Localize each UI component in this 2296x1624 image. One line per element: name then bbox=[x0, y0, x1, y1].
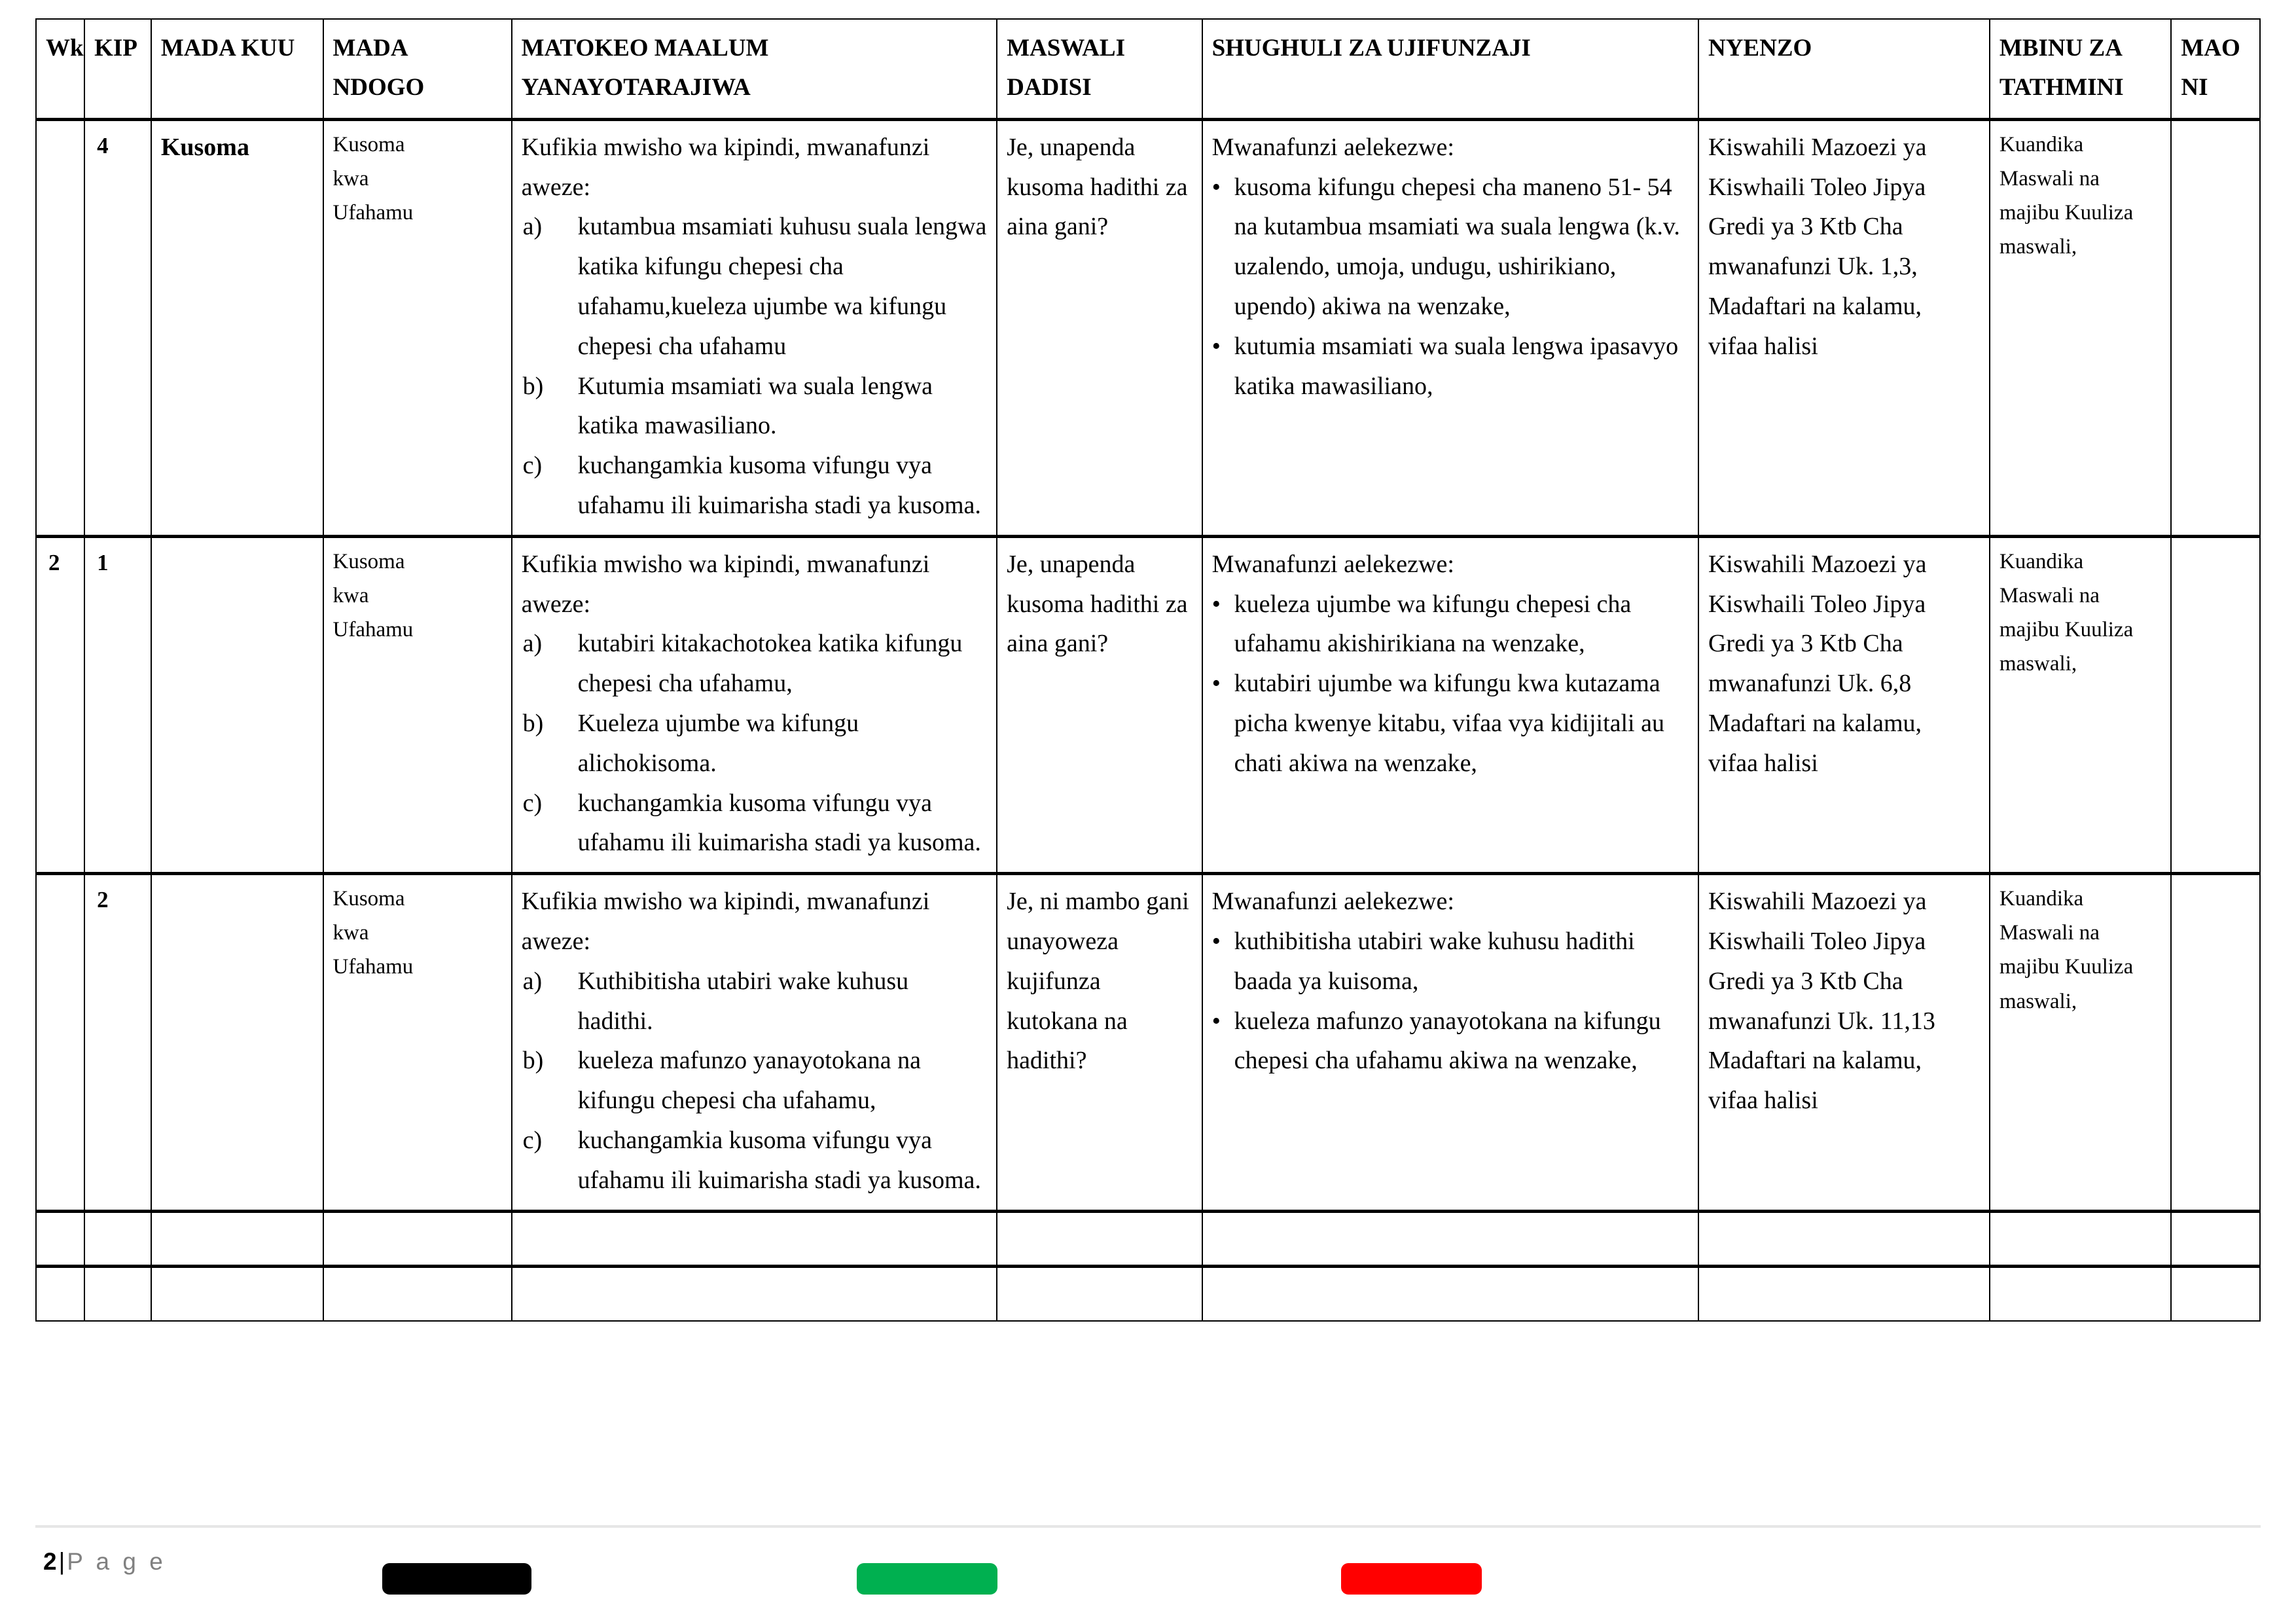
shughuli-item-text: kuthibitisha utabiri wake kuhusu hadithi baada ya kuisoma, bbox=[1234, 928, 1635, 995]
page-footer bbox=[35, 1542, 2261, 1614]
nyenzo-line: Madaftari na kalamu, bbox=[1708, 710, 1922, 738]
matokeo-item-marker: a) bbox=[522, 630, 543, 658]
table-row bbox=[36, 874, 2260, 1211]
matokeo-item-marker: c) bbox=[522, 452, 543, 480]
bullet-icon: • bbox=[1211, 670, 1221, 698]
matokeo-item-marker: a) bbox=[522, 967, 543, 995]
cell-empty bbox=[997, 1266, 1202, 1321]
cell-mada-ndogo bbox=[323, 536, 512, 873]
header-label-mada-kuu: MADA KUU bbox=[160, 35, 295, 62]
matokeo-list bbox=[522, 624, 988, 863]
table-row bbox=[36, 536, 2260, 873]
column-header-matokeo bbox=[512, 19, 997, 119]
cell-kip: 4 bbox=[84, 119, 151, 536]
cell-mbinu-za-tathmini: Kuandika Maswali na majibu Kuuliza maswali, bbox=[1990, 536, 2172, 873]
matokeo-item-text: kuchangamkia kusoma vifungu vya ufahamu ili kuimarisha stadi ya kusoma. bbox=[577, 1127, 981, 1194]
matokeo-item-text: kuchangamkia kusoma vifungu vya ufahamu ili kuimarisha stadi ya kusoma. bbox=[577, 789, 981, 857]
bullet-icon: • bbox=[1211, 173, 1221, 201]
shughuli-list bbox=[1212, 585, 1690, 784]
nyenzo-line: Kiswahili Mazoezi ya Kiswhaili Toleo Jipya Gredi ya 3 Ktb Cha mwanafunzi Uk. 6,8 bbox=[1708, 550, 1927, 698]
header-label-wk: Wk bbox=[46, 35, 84, 62]
matokeo-item-text: Kutumia msamiati wa suala lengwa katika mawasiliano. bbox=[577, 372, 933, 440]
matokeo-item-text: Kueleza ujumbe wa kifungu alichokisoma. bbox=[577, 710, 859, 777]
bullet-icon: • bbox=[1211, 332, 1221, 360]
cell-matokeo-maalum bbox=[512, 536, 997, 873]
shughuli-list-item bbox=[1212, 1001, 1690, 1081]
matokeo-list-item bbox=[522, 704, 988, 784]
header-label-mbinu-line2: TATHMINI bbox=[1999, 73, 2124, 101]
nyenzo-line: vifaa halisi bbox=[1708, 1087, 1818, 1115]
bullet-icon: • bbox=[1211, 928, 1221, 956]
nyenzo-line: Madaftari na kalamu, bbox=[1708, 293, 1922, 321]
cell-empty bbox=[36, 1211, 84, 1266]
nyenzo-line: vifaa halisi bbox=[1708, 749, 1818, 777]
matokeo-intro: Kufikia mwisho wa kipindi, mwanafunzi aweze: bbox=[521, 888, 930, 956]
matokeo-list bbox=[522, 962, 988, 1200]
matokeo-item-text: Kuthibitisha utabiri wake kuhusu hadithi. bbox=[577, 967, 909, 1035]
header-label-shughuli: SHUGHULI ZA UJIFUNZAJI bbox=[1211, 35, 1531, 62]
shughuli-intro: Mwanafunzi aelekezwe: bbox=[1211, 133, 1454, 161]
matokeo-list-item bbox=[522, 1121, 988, 1200]
mada-ndogo-line: Kusoma bbox=[332, 549, 405, 573]
cell-shughuli-za-ujifunzaji bbox=[1202, 119, 1698, 536]
matokeo-list-item bbox=[522, 962, 988, 1041]
nyenzo-line: vifaa halisi bbox=[1708, 332, 1818, 360]
shughuli-list-item bbox=[1212, 922, 1690, 1001]
cell-mada-ndogo bbox=[323, 874, 512, 1211]
footer-divider bbox=[35, 1525, 2261, 1528]
mada-ndogo-line: kwa bbox=[332, 167, 369, 190]
cell-empty bbox=[1202, 1211, 1698, 1266]
shughuli-item-text: kueleza mafunzo yanayotokana na kifungu chepesi cha ufahamu akiwa na wenzake, bbox=[1234, 1007, 1661, 1075]
column-header-maswali-dadisi bbox=[997, 19, 1202, 119]
cell-maoni bbox=[2171, 119, 2260, 536]
matokeo-list-item bbox=[522, 624, 988, 704]
page-number-value: 2 bbox=[43, 1548, 57, 1575]
mada-ndogo-line: Ufahamu bbox=[332, 201, 414, 225]
cell-empty bbox=[2171, 1211, 2260, 1266]
header-label-maswali-line1: MASWALI bbox=[1007, 35, 1125, 62]
black-swatch bbox=[382, 1563, 531, 1595]
shughuli-intro: Mwanafunzi aelekezwe: bbox=[1211, 550, 1454, 578]
cell-kip: 2 bbox=[84, 874, 151, 1211]
column-header-kip bbox=[84, 19, 151, 119]
mada-ndogo-line: Ufahamu bbox=[332, 955, 414, 979]
matokeo-item-marker: b) bbox=[522, 372, 544, 400]
cell-empty bbox=[151, 1211, 323, 1266]
nyenzo-line: Kiswahili Mazoezi ya Kiswhaili Toleo Jipya Gredi ya 3 Ktb Cha mwanafunzi Uk. 11,13 bbox=[1708, 888, 1935, 1035]
column-header-wk bbox=[36, 19, 84, 119]
shughuli-list bbox=[1212, 922, 1690, 1081]
header-label-matokeo-line1: MATOKEO MAALUM bbox=[521, 35, 769, 62]
cell-empty bbox=[323, 1266, 512, 1321]
cell-mbinu-za-tathmini: Kuandika Maswali na majibu Kuuliza maswali, bbox=[1990, 874, 2172, 1211]
cell-matokeo-maalum bbox=[512, 874, 997, 1211]
matokeo-list bbox=[522, 207, 988, 525]
cell-empty bbox=[151, 1266, 323, 1321]
table-row bbox=[36, 119, 2260, 536]
cell-empty bbox=[512, 1266, 997, 1321]
matokeo-item-marker: c) bbox=[522, 789, 543, 817]
cell-empty bbox=[512, 1211, 997, 1266]
cell-maoni bbox=[2171, 536, 2260, 873]
matokeo-item-marker: a) bbox=[522, 213, 543, 241]
red-swatch bbox=[1341, 1563, 1482, 1595]
scheme-of-work-table bbox=[35, 18, 2261, 1322]
mada-ndogo-line: Ufahamu bbox=[332, 618, 414, 642]
matokeo-item-marker: c) bbox=[522, 1127, 543, 1154]
shughuli-item-text: kusoma kifungu chepesi cha maneno 51- 54 na kutambua msamiati wa suala lengwa (k.v. uzalendo, umoja, undugu, ushirikiano, upendo) akiwa na wenzake, bbox=[1234, 173, 1680, 321]
cell-kip: 1 bbox=[84, 536, 151, 873]
header-label-maoni-line2: NI bbox=[2181, 73, 2208, 101]
cell-wk bbox=[36, 119, 84, 536]
cell-shughuli-za-ujifunzaji bbox=[1202, 874, 1698, 1211]
matokeo-list-item bbox=[522, 784, 988, 863]
cell-mada-ndogo bbox=[323, 119, 512, 536]
page-label: P a g e bbox=[67, 1548, 166, 1575]
shughuli-list-item bbox=[1212, 168, 1690, 327]
table-body bbox=[36, 119, 2260, 1321]
bullet-icon: • bbox=[1211, 1007, 1221, 1035]
cell-mada-kuu bbox=[151, 536, 323, 873]
page-number-separator: | bbox=[58, 1548, 65, 1575]
matokeo-item-marker: b) bbox=[522, 1047, 544, 1075]
table-row-empty bbox=[36, 1266, 2260, 1321]
column-header-mada-kuu bbox=[151, 19, 323, 119]
shughuli-item-text: kueleza ujumbe wa kifungu chepesi cha ufahamu akishirikiana na wenzake, bbox=[1234, 590, 1632, 658]
matokeo-item-text: kutambua msamiati kuhusu suala lengwa katika kifungu chepesi cha ufahamu,kueleza ujumbe wa kifungu chepesi cha ufahamu bbox=[577, 213, 987, 360]
matokeo-item-text: kueleza mafunzo yanayotokana na kifungu chepesi cha ufahamu, bbox=[577, 1047, 921, 1115]
mada-ndogo-line: Kusoma bbox=[332, 887, 405, 911]
matokeo-intro: Kufikia mwisho wa kipindi, mwanafunzi aweze: bbox=[521, 550, 930, 618]
cell-shughuli-za-ujifunzaji bbox=[1202, 536, 1698, 873]
shughuli-intro: Mwanafunzi aelekezwe: bbox=[1211, 888, 1454, 916]
matokeo-list-item bbox=[522, 1041, 988, 1121]
header-label-matokeo-line2: YANAYOTARAJIWA bbox=[521, 73, 751, 101]
cell-empty bbox=[84, 1266, 151, 1321]
column-header-nyenzo bbox=[1698, 19, 1990, 119]
bullet-icon: • bbox=[1211, 590, 1221, 618]
cell-nyenzo bbox=[1698, 874, 1990, 1211]
cell-maswali-dadisi: Je, ni mambo gani unayoweza kujifunza kutokana na hadithi? bbox=[997, 874, 1202, 1211]
cell-mbinu-za-tathmini: Kuandika Maswali na majibu Kuuliza maswali, bbox=[1990, 119, 2172, 536]
matokeo-intro: Kufikia mwisho wa kipindi, mwanafunzi aweze: bbox=[521, 133, 930, 201]
matokeo-list-item bbox=[522, 446, 988, 526]
cell-wk: 2 bbox=[36, 536, 84, 873]
cell-mada-kuu: Kusoma bbox=[151, 119, 323, 536]
matokeo-item-text: kuchangamkia kusoma vifungu vya ufahamu ili kuimarisha stadi ya kusoma. bbox=[577, 452, 981, 520]
shughuli-list-item bbox=[1212, 585, 1690, 664]
column-header-mada-ndogo bbox=[323, 19, 512, 119]
cell-empty bbox=[36, 1266, 84, 1321]
header-label-maswali-line2: DADISI bbox=[1007, 73, 1092, 101]
header-label-kip: KIP bbox=[94, 35, 137, 62]
shughuli-list-item bbox=[1212, 664, 1690, 783]
matokeo-item-marker: b) bbox=[522, 710, 544, 738]
table-row-empty bbox=[36, 1211, 2260, 1266]
matokeo-item-text: kutabiri kitakachotokea katika kifungu chepesi cha ufahamu, bbox=[577, 630, 963, 698]
mada-ndogo-line: Kusoma bbox=[332, 132, 405, 156]
shughuli-list-item bbox=[1212, 327, 1690, 406]
header-label-mada-ndogo-line1: MADA bbox=[332, 35, 408, 62]
cell-empty bbox=[1698, 1211, 1990, 1266]
cell-wk bbox=[36, 874, 84, 1211]
cell-empty bbox=[84, 1211, 151, 1266]
column-header-mbinu-za-tathmini bbox=[1990, 19, 2172, 119]
nyenzo-line: Kiswahili Mazoezi ya Kiswhaili Toleo Jipya Gredi ya 3 Ktb Cha mwanafunzi Uk. 1,3, bbox=[1708, 133, 1927, 281]
cell-maswali-dadisi: Je, unapenda kusoma hadithi za aina gani? bbox=[997, 536, 1202, 873]
cell-nyenzo bbox=[1698, 536, 1990, 873]
cell-maoni bbox=[2171, 874, 2260, 1211]
header-label-mada-ndogo-line2: NDOGO bbox=[332, 73, 425, 101]
page-number-indicator bbox=[43, 1548, 166, 1576]
cell-empty bbox=[1202, 1266, 1698, 1321]
cell-maswali-dadisi: Je, unapenda kusoma hadithi za aina gani? bbox=[997, 119, 1202, 536]
matokeo-list-item bbox=[522, 367, 988, 446]
cell-nyenzo bbox=[1698, 119, 1990, 536]
column-header-shughuli bbox=[1202, 19, 1698, 119]
header-label-maoni-line1: MAO bbox=[2181, 35, 2240, 62]
mada-ndogo-line: kwa bbox=[332, 921, 369, 945]
cell-mada-kuu bbox=[151, 874, 323, 1211]
cell-matokeo-maalum bbox=[512, 119, 997, 536]
cell-empty bbox=[323, 1211, 512, 1266]
shughuli-list bbox=[1212, 168, 1690, 406]
shughuli-item-text: kutabiri ujumbe wa kifungu kwa kutazama picha kwenye kitabu, vifaa vya kidijitali au chati akiwa na wenzake, bbox=[1234, 670, 1664, 777]
cell-empty bbox=[1990, 1266, 2172, 1321]
green-swatch bbox=[857, 1563, 997, 1595]
shughuli-item-text: kutumia msamiati wa suala lengwa ipasavyo katika mawasiliano, bbox=[1234, 332, 1679, 400]
mada-ndogo-line: kwa bbox=[332, 583, 369, 607]
table-header-row bbox=[36, 19, 2260, 119]
cell-empty bbox=[1698, 1266, 1990, 1321]
cell-empty bbox=[2171, 1266, 2260, 1321]
header-label-nyenzo: NYENZO bbox=[1708, 35, 1812, 62]
cell-empty bbox=[1990, 1211, 2172, 1266]
nyenzo-line: Madaftari na kalamu, bbox=[1708, 1047, 1922, 1075]
matokeo-list-item bbox=[522, 207, 988, 366]
header-label-mbinu-line1: MBINU ZA bbox=[1999, 35, 2123, 62]
column-header-maoni bbox=[2171, 19, 2260, 119]
cell-empty bbox=[997, 1211, 1202, 1266]
